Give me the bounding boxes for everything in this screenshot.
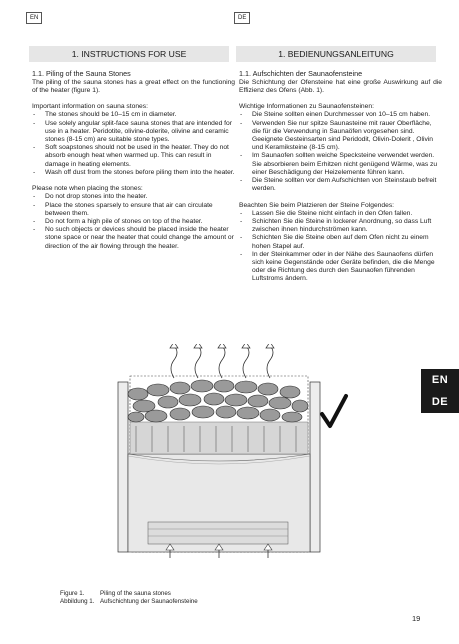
intro-paragraph-de: Die Schichtung der Ofensteine hat eine große Auswirkung auf die Effizienz des Ofens (Abb. 1).	[239, 78, 442, 94]
caption-number-en: Figure 1.	[60, 590, 85, 597]
list-item: - Lassen Sie die Steine nicht einfach in den Ofen fallen.	[239, 210, 442, 218]
important-title-de: Wichtige Informationen zu Saunaofensteinen:	[239, 103, 374, 111]
placing-list-de	[239, 210, 442, 284]
subsection-title-de: 1.1. Aufschichten der Saunaofensteine	[239, 69, 363, 78]
list-item: - Die Steine sollten einen Durchmesser von 10–15 cm haben.	[239, 111, 442, 119]
language-tag-de: DE	[234, 12, 250, 24]
list-item: - The stones should be 10–15 cm in diameter.	[32, 111, 235, 119]
list-item: - Wash off dust from the stones before piling them into the heater.	[32, 169, 235, 177]
list-item: - Do not form a high pile of stones on top of the heater.	[32, 218, 235, 226]
list-item: - Schichten Sie die Steine in lockerer Anordnung, so dass Luft zwischen ihnen hindurchströmen kann.	[239, 218, 442, 234]
list-item: - Schichten Sie die Steine oben auf dem Ofen nicht zu einem hohen Stapel auf.	[239, 234, 442, 250]
list-item: - Die Steine sollten vor dem Aufschichten von Steinstaub befreit werden.	[239, 177, 442, 193]
subsection-title-en: 1.1. Piling of the Sauna Stones	[32, 69, 131, 78]
list-item: - Im Saunaofen sollten weiche Specksteine verwendet werden. Sie absorbieren beim Erhitzen nicht genügend Wärme, was zu einer Beschädigung der Heizelemente führen kann.	[239, 152, 442, 177]
list-item: - Do not drop stones into the heater.	[32, 193, 235, 201]
placing-title-en: Please note when placing the stones:	[32, 185, 143, 193]
list-item: - Verwenden Sie nur spitze Saunasteine mit rauer Oberfläche, die für die Verwendung in Saunaöfen vorgesehen sind. Geeignete Gesteinsarten sind Peridodit, Olivin-Dolerit , Olivin und Keramiksteine (8-15 cm).	[239, 120, 442, 153]
list-item: - In der Steinkammer oder in der Nähe des Saunaofens dürfen sich keine Gegenstände oder Geräte befinden, die die Menge oder die Richtung des durch den Saunaofen führenden Luftstroms ändern.	[239, 251, 442, 284]
language-tag-en: EN	[26, 12, 42, 24]
list-item: - Use solely angular split-face sauna stones that are intended for use in a heater. Peridotite, olivine-dolerite, olivine and ceramic stones (8-15 cm) are suitable stone types.	[32, 120, 235, 145]
list-item: - No such objects or devices should be placed inside the heater stone space or near the heater that could change the amount or direction of the air flowing through the heater.	[32, 226, 235, 251]
important-title-en: Important information on sauna stones:	[32, 103, 148, 111]
placing-title-de: Beachten Sie beim Platzieren der Steine Folgendes:	[239, 201, 395, 209]
important-list-de	[239, 111, 442, 193]
german-column	[239, 70, 442, 284]
caption-number-de: Abbildung 1.	[60, 598, 95, 605]
figure-caption	[60, 590, 198, 606]
section-header-de: 1. BEDIENUNGSANLEITUNG	[236, 46, 436, 62]
placing-list-en	[32, 193, 235, 250]
caption-text-de: Aufschichtung der Saunaofensteine	[100, 598, 198, 605]
side-tab-en: EN	[421, 369, 459, 391]
intro-paragraph-en: The piling of the sauna stones has a great effect on the functioning of the heater (figure 1).	[32, 78, 235, 94]
english-column	[32, 70, 235, 251]
caption-text-en: Piling of the sauna stones	[100, 590, 171, 597]
side-tab-de: DE	[421, 391, 459, 413]
page-number: 19	[412, 614, 421, 623]
list-item: - Soft soapstones should not be used in the heater. They do not absorb enough heat when warmed up. This can result in damage in heating elements.	[32, 144, 235, 169]
sauna-heater-figure	[108, 344, 350, 560]
list-item: - Place the stones sparsely to ensure that air can circulate between them.	[32, 202, 235, 218]
important-list-en	[32, 111, 235, 177]
section-header-en: 1. INSTRUCTIONS FOR USE	[29, 46, 229, 62]
